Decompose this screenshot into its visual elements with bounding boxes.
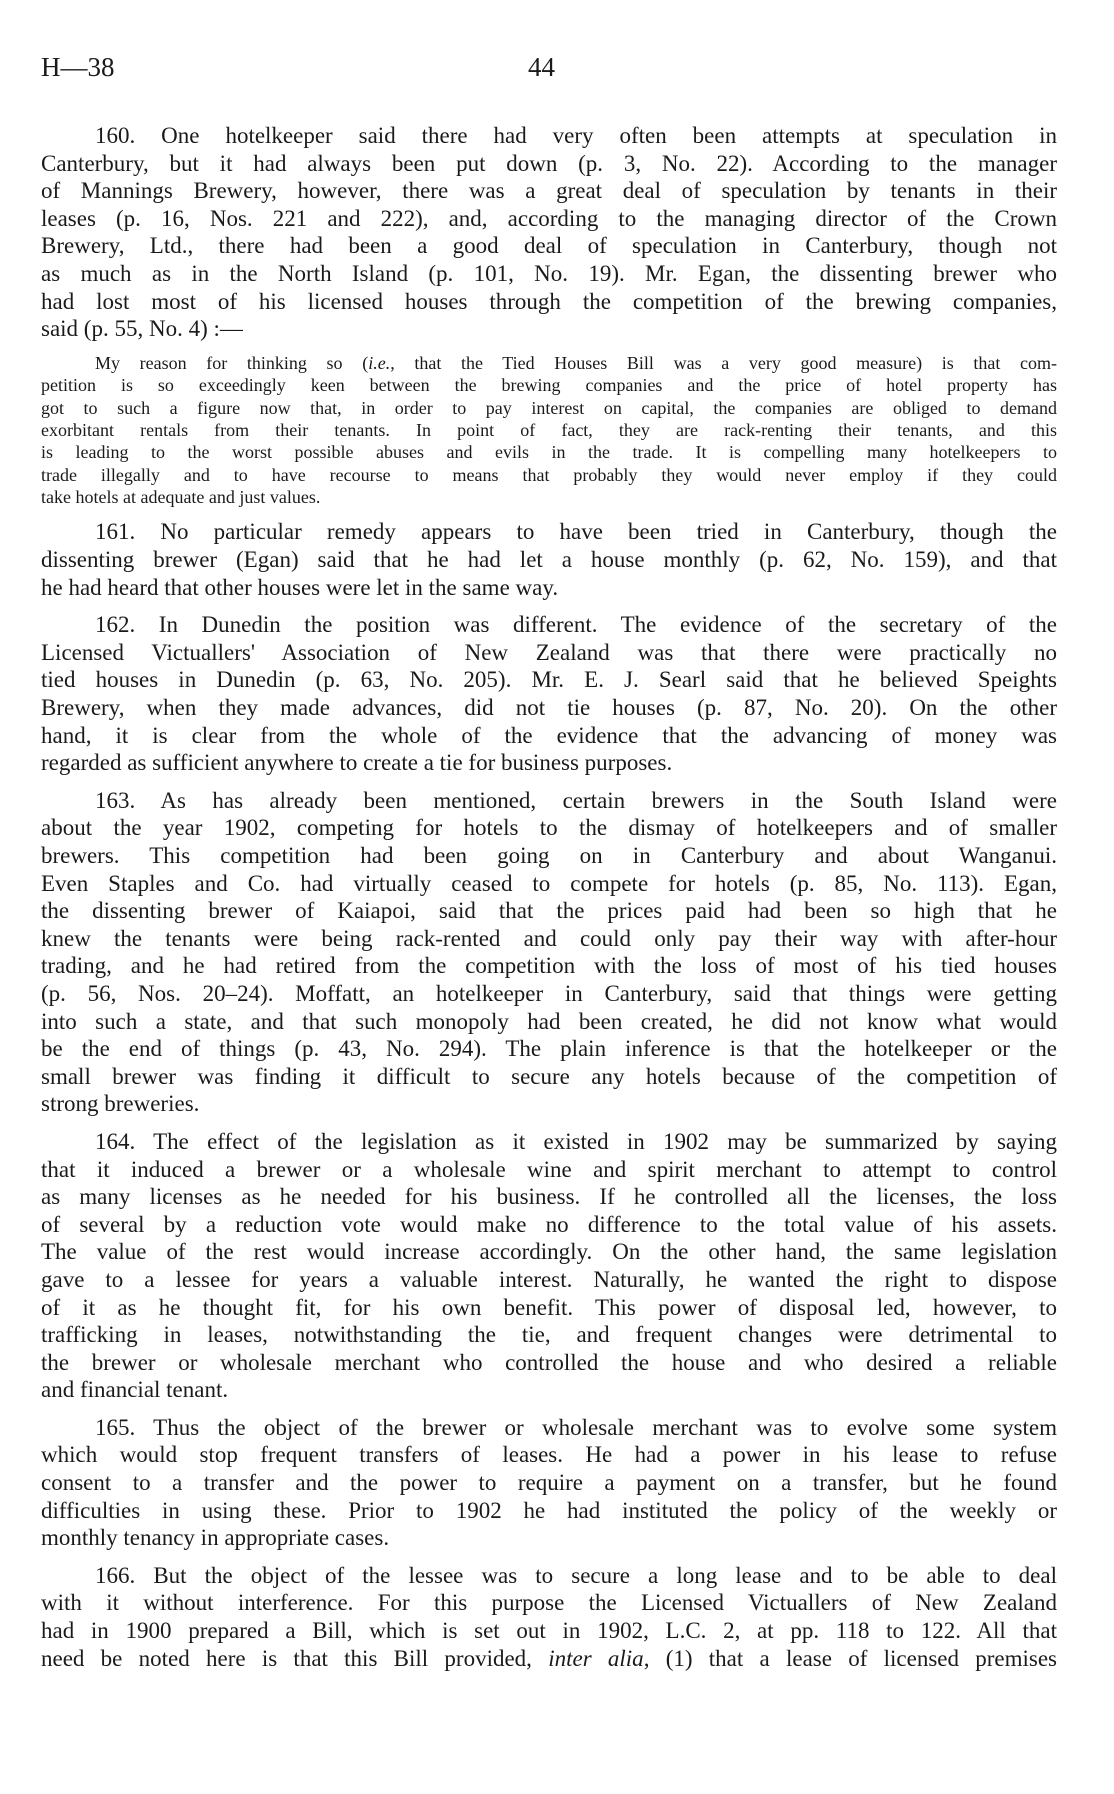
paragraph (41, 1414, 1057, 1552)
text-line: the dissenting brewer of Kaiapoi, said that the prices paid had been so high that he (41, 898, 1057, 924)
text-line: 161. No particular remedy appears to have been tried in Canterbury, though the (95, 519, 1057, 545)
text-line: take hotels at adequate and just values. (41, 487, 321, 508)
text-line: of Mannings Brewery, however, there was a great deal of speculation by tenants in their (41, 178, 1057, 204)
text-line: trafficking in leases, notwithstanding the tie, and frequent changes were detrimental to (41, 1322, 1057, 1348)
text-line: and financial tenant. (41, 1377, 229, 1403)
text-line: Brewery, Ltd., there had been a good deal of speculation in Canterbury, though not (41, 233, 1057, 259)
text-line: that it induced a brewer or a wholesale wine and spirit merchant to attempt to control (41, 1156, 1057, 1182)
text-line: consent to a transfer and the power to require a payment on a transfer, but he found (41, 1470, 1057, 1496)
text-segment: , (1) that a lease of licensed premises (643, 1645, 1057, 1671)
text-line: hand, it is clear from the whole of the evidence that the advancing of money was (41, 722, 1057, 748)
document-reference: H—38 (41, 52, 115, 82)
text-segment: My reason for thinking so ( (95, 352, 369, 373)
text-segment: , that the Tied Houses Bill was a very good measure) is that com- (390, 352, 1057, 373)
text-line: be the end of things (p. 43, No. 294). The plain inference is that the hotelkeeper or the (41, 1036, 1057, 1062)
paragraph (41, 1562, 1057, 1672)
italic-text: i.e. (368, 352, 391, 373)
text-line: into such a state, and that such monopoly had been created, he did not know what would (41, 1008, 1057, 1034)
text-line: 164. The effect of the legislation as it existed in 1902 may be summarized by saying (95, 1128, 1057, 1154)
text-line: got to such a figure now that, in order to pay interest on capital, the companies are obliged to demand (41, 397, 1057, 418)
text-line: had lost most of his licensed houses through the competition of the brewing companies, (41, 288, 1057, 314)
text-line: strong breweries. (41, 1091, 200, 1117)
paragraph (41, 1128, 1057, 1404)
text-line: 166. But the object of the lessee was to secure a long lease and to be able to deal (95, 1562, 1057, 1588)
block-quote (41, 352, 1057, 509)
text-line: trade illegally and to have recourse to means that probably they would never employ if they could (41, 464, 1057, 485)
text-line: Licensed Victuallers' Association of New Zealand was that there were practically no (41, 639, 1057, 665)
text-line: had in 1900 prepared a Bill, which is set out in 1902, L.C. 2, at pp. 118 to 122. All that (41, 1618, 1057, 1644)
text-line: about the year 1902, competing for hotels to the dismay of hotelkeepers and of smaller (41, 815, 1057, 841)
text-line: Brewery, when they made advances, did not tie houses (p. 87, No. 20). On the other (41, 695, 1057, 721)
text-line: Even Staples and Co. had virtually ceased to compete for hotels (p. 85, No. 113). Egan, (41, 870, 1057, 896)
text-line: said (p. 55, No. 4) :— (41, 316, 243, 342)
text-line: difficulties in using these. Prior to 1902 he had instituted the policy of the weekly or (41, 1497, 1057, 1523)
text-line: which would stop frequent transfers of leases. He had a power in his lease to refuse (41, 1442, 1057, 1468)
paragraph (41, 611, 1057, 777)
text-line: knew the tenants were being rack-rented and could only pay their way with after-hour (41, 925, 1057, 951)
text-line: dissenting brewer (Egan) said that he had let a house monthly (p. 62, No. 159), and that (41, 547, 1057, 573)
document-body (41, 122, 1057, 1682)
text-line: he had heard that other houses were let in the same way. (41, 574, 559, 600)
text-line: as much as in the North Island (p. 101, No. 19). Mr. Egan, the dissenting brewer who (41, 260, 1057, 286)
page-number: 44 (528, 52, 555, 82)
text-line: Canterbury, but it had always been put down (p. 3, No. 22). According to the manager (41, 150, 1057, 176)
italic-text: inter alia (548, 1645, 644, 1671)
text-line: 160. One hotelkeeper said there had very often been attempts at speculation in (95, 123, 1057, 148)
paragraph (41, 518, 1057, 601)
text-line: the brewer or wholesale merchant who controlled the house and who desired a reliable (41, 1349, 1057, 1375)
text-line: of it as he thought fit, for his own benefit. This power of disposal led, however, to (41, 1294, 1057, 1320)
text-line: with it without interference. For this purpose the Licensed Victuallers of New Zealand (41, 1590, 1057, 1616)
text-line: is leading to the worst possible abuses and evils in the trade. It is compelling many hotelkeepers to (41, 442, 1057, 463)
text-segment: need be noted here is that this Bill provided, (41, 1645, 549, 1671)
text-line: trading, and he had retired from the competition with the loss of most of his tied houses (41, 953, 1057, 979)
text-line: leases (p. 16, Nos. 221 and 222), and, according to the managing director of the Crown (41, 205, 1057, 231)
text-line: exorbitant rentals from their tenants. In point of fact, they are rack-renting their tenants, and this (41, 419, 1057, 440)
text-line: brewers. This competition had been going on in Canterbury and about Wanganui. (41, 843, 1057, 869)
text-line: gave to a lessee for years a valuable interest. Naturally, he wanted the right to dispose (41, 1266, 1057, 1292)
text-line: monthly tenancy in appropriate cases. (41, 1525, 390, 1551)
text-line: 162. In Dunedin the position was different. The evidence of the secretary of the (95, 612, 1057, 638)
text-line: 165. Thus the object of the brewer or wholesale merchant was to evolve some system (95, 1414, 1057, 1440)
text-line: 163. As has already been mentioned, certain brewers in the South Island were (95, 787, 1057, 813)
text-line: as many licenses as he needed for his business. If he controlled all the licenses, the loss (41, 1184, 1057, 1210)
paragraph (41, 787, 1057, 1118)
text-line (41, 1645, 1057, 1673)
text-line: of several by a reduction vote would make no difference to the total value of his assets. (41, 1211, 1057, 1237)
text-line: petition is so exceedingly keen between the brewing companies and the price of hotel property has (41, 375, 1057, 396)
text-line: tied houses in Dunedin (p. 63, No. 205). Mr. E. J. Searl said that he believed Speights (41, 667, 1057, 693)
text-line: The value of the rest would increase accordingly. On the other hand, the same legislation (41, 1239, 1057, 1265)
text-line: small brewer was finding it difficult to secure any hotels because of the competition of (41, 1063, 1057, 1089)
text-line (41, 352, 1057, 374)
text-line: (p. 56, Nos. 20–24). Moffatt, an hotelkeeper in Canterbury, said that things were getting (41, 980, 1057, 1006)
text-line: regarded as sufficient anywhere to create a tie for business purposes. (41, 750, 673, 776)
paragraph (41, 122, 1057, 343)
